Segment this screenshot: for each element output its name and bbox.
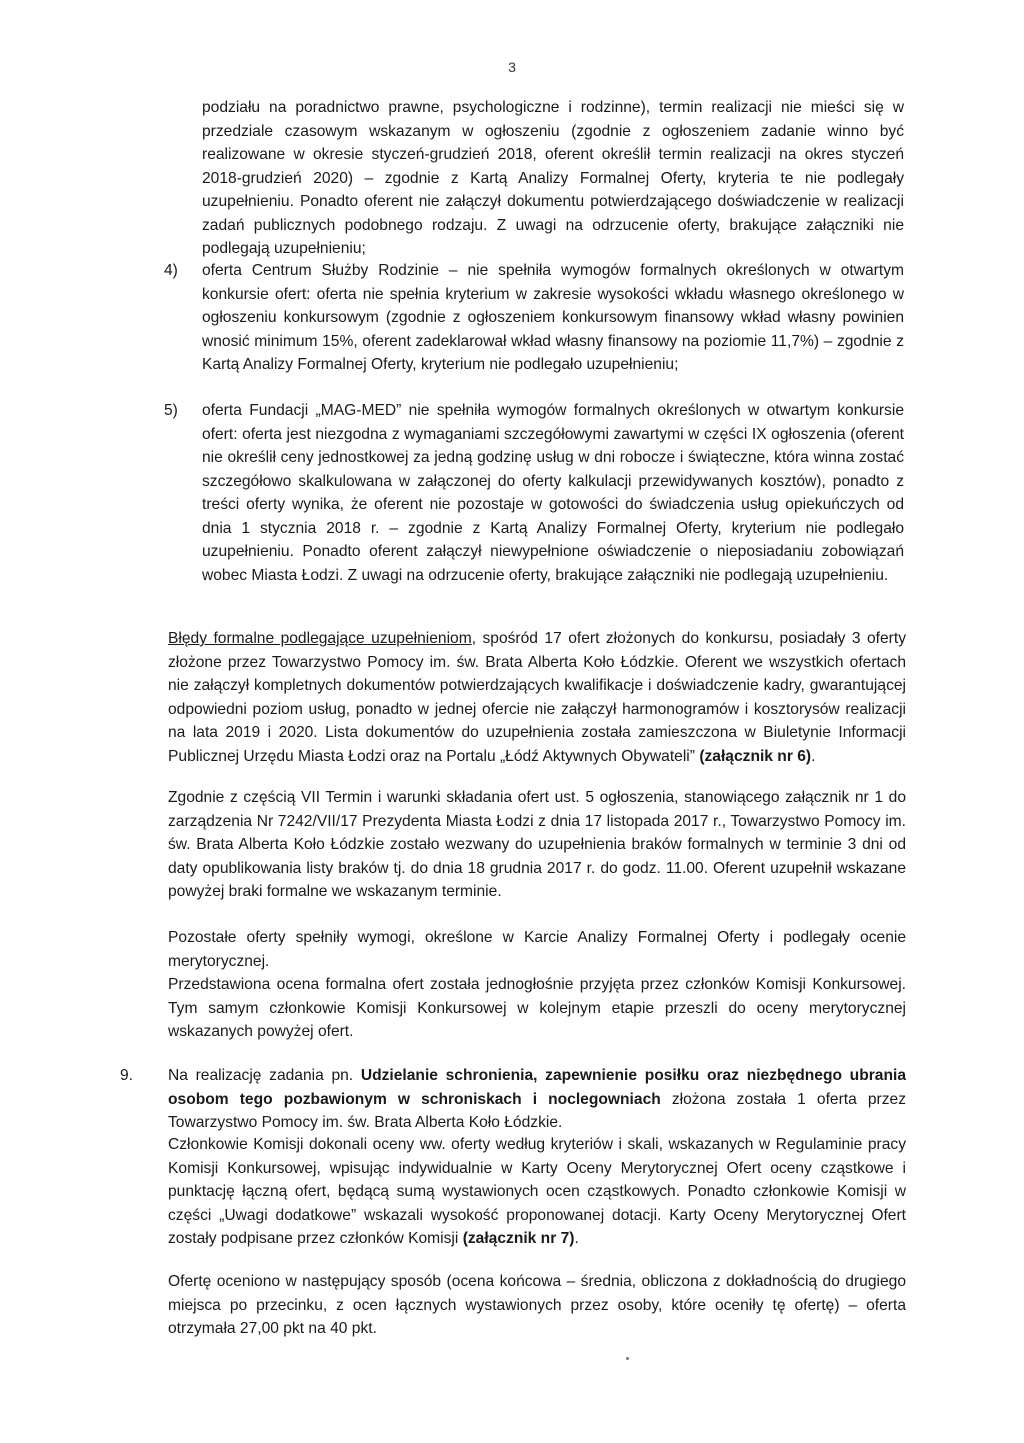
scan-speck [626, 1357, 629, 1360]
item-4 [0, 259, 1024, 377]
paragraph: Zgodnie z częścią VII Termin i warunki składania ofert ust. 5 ogłoszenia, stanowiącego załącznik nr 1 do zarządzenia Nr 7242/VII/17 Prezydenta Miasta Łodzi z dnia 17 listopada 2017 r., Towarzystwo Pomocy im. św. Brata Alberta Koło Łódzkie zostało wezwany do uzupełnienia braków formalnych w terminie 3 dni od daty opublikowania listy braków tj. do dnia 18 grudnia 2017 r. do godz. 11.00. Oferent uzupełnił wskazane powyżej braki formalne we wskazanym terminie. [168, 789, 906, 900]
list-item [164, 259, 904, 377]
section-intro: Na realizację zadania pn. Udzielanie schronienia, zapewnienie posiłku oraz niezbędnego ubrania osobom tego pozbawionym w schroniskach i noclegowniach złożona została 1 oferta przez Towarzystwo Pomocy im. św. Brata Alberta Koło Łódzkie. [168, 1067, 907, 1131]
section-9-paragraph-3 [0, 1270, 1024, 1341]
paragraph: Przedstawiona ocena formalna ofert została jednogłośnie przyjęta przez członków Komisji Konkursowej. Tym samym członkowie Komisji Konkursowej w kolejnym etapie przeszli do oceny merytorycznej wskazanych powyżej ofert. [168, 976, 906, 1040]
continuation-paragraph: podziału na poradnictwo prawne, psychologiczne i rodzinne), termin realizacji nie mieści się w przedziale czasowym wskazanym w ogłoszeniu (zgodnie z ogłoszeniem zadanie winno być realizowane w okresie styczeń-grudzień 2018, oferent określił termin realizacji na okres styczeń 2018-grudzień 2020) – zgodnie z Kartą Analizy Formalnej Oferty, kryteria te nie podlegały uzupełnieniu. Ponadto oferent nie załączył dokumentu potwierdzającego doświadczenie w realizacji zadań publicznych podobnego rodzaju. Z uwagi na odrzucenie oferty, brakujące załączniki nie podlegają uzupełnieniu; [202, 99, 904, 257]
item-5 [0, 399, 1024, 587]
task-name: Udzielanie schronienia, zapewnienie posiłku oraz niezbędnego ubrania osobom tego pozbawionym w schroniskach i noclegowniach [168, 1067, 907, 1108]
attachment-ref-6: (załącznik nr 6) [699, 747, 812, 765]
attachment-ref-7: (załącznik nr 7) [462, 1230, 575, 1247]
item-number: 4) [164, 262, 178, 279]
paragraph: Pozostałe oferty spełniły wymogi, określone w Karcie Analizy Formalnej Oferty i podlegały ocenie merytorycznej. [168, 929, 906, 970]
paragraph: Ofertę oceniono w następujący sposób (ocena końcowa – średnia, obliczona z dokładnością do drugiego miejsca po przecinku, z ocen łącznych wystawionych przez osoby, które oceniły tę ofertę) – oferta otrzymała 27,00 pkt na 40 pkt. [168, 1273, 906, 1337]
errors-block [0, 627, 1024, 768]
section-9 [0, 1064, 1024, 1135]
section-number: 9. [120, 1067, 134, 1084]
errors-text: , spośród 17 ofert złożonych do konkursu, posiadały 3 oferty złożone przez Towarzystwo Pomocy im. św. Brata Alberta Koło Łódzkie. Oferent we wszystkich ofertach nie załączył kompletnych dokumentów potwierdzających kwalifikacje i doświadczenie kadry, gwarantującej odpowiedni poziom usług, ponadto w jednej ofercie nie załączył harmonogramów i kosztorysów realizacji na lata 2019 i 2020. Lista dokumentów do uzupełnienia została zamieszczona w Biuletynie Informacji Publicznej Urzędu Miasta Łodzi oraz na Portalu „Łódź Aktywnych Obywateli” [168, 630, 906, 765]
paragraph-block [0, 926, 1024, 973]
errors-heading: Błędy formalne podlegające uzupełnieniom [168, 630, 472, 647]
item-number: 5) [164, 402, 178, 419]
page-number: 3 [508, 59, 516, 75]
item-text: oferta Centrum Służby Rodzinie – nie spełniła wymogów formalnych określonych w otwartym konkursie ofert: oferta nie spełnia kryterium w zakresie wysokości wkładu własnego określonego w ogłoszeniu konkursowym (zgodnie z ogłoszeniem konkursowym finansowy wkład własny powinien wnosić minimum 15%, oferent zadeklarował wkład własny finansowy na poziomie 11,7%) – zgodnie z Kartą Analizy Formalnej Oferty, kryterium nie podlegało uzupełnieniu; [202, 262, 904, 373]
list-item [164, 399, 904, 587]
item-text: oferta Fundacji „MAG-MED” nie spełniła wymogów formalnych określonych w otwartym konkursie ofert: oferta jest niezgodna z wymaganiami szczegółowymi zawartymi w części IX ogłoszenia (oferent nie określił ceny jednostkowej za jedną godzinę usług w dni robocze i świąteczne, która winna zostać szczegółowo skalkulowana w załączonej do oferty kalkulacji przewidywanych kosztów), ponadto z treści oferty wynika, że oferent nie pozostaje w gotowości do świadczenia usług opiekuńczych od dnia 1 stycznia 2018 r. – zgodnie z Kartą Analizy Formalnej Oferty, kryterium nie podlegało uzupełnieniu. Ponadto oferent załączył niewypełnione oświadczenie o nieposiadaniu zobowiązań wobec Miasta Łodzi. Z uwagi na odrzucenie oferty, brakujące załączniki nie podlegają uzupełnieniu. [202, 402, 904, 584]
paragraph: Członkowie Komisji dokonali oceny ww. oferty według kryteriów i skali, wskazanych w Regulaminie pracy Komisji Konkursowej, wpisując indywidualnie w Karty Oceny Merytorycznej Ofert oceny cząstkowe i punktację łączną ofert, będącą sumą wystawionych ocen cząstkowych. Ponadto członkowie Komisji w części „Uwagi dodatkowe” wskazali wysokość proponowanej dotacji. Karty Oceny Merytorycznej Ofert zostały podpisane przez członków Komisji (załącznik nr 7). [168, 1136, 906, 1247]
continuation-block [0, 96, 1024, 261]
section-item [120, 1064, 907, 1135]
errors-paragraph: Błędy formalne podlegające uzupełnieniom, spośród 17 ofert złożonych do konkursu, posiadały 3 oferty złożone przez Towarzystwo Pomocy im. św. Brata Alberta Koło Łódzkie. Oferent we wszystkich ofertach nie załączył kompletnych dokumentów potwierdzających kwalifikacje i doświadczenie kadry, gwarantującej odpowiedni poziom usług, ponadto w jednej ofercie nie załączył harmonogramów i kosztorysów realizacji na lata 2019 i 2020. Lista dokumentów do uzupełnienia została zamieszczona w Biuletynie Informacji Publicznej Urzędu Miasta Łodzi oraz na Portalu „Łódź Aktywnych Obywateli” (załącznik nr 6). [168, 630, 906, 765]
paragraph-block [0, 786, 1024, 904]
paragraph-block [0, 973, 1024, 1044]
section-9-paragraph-2 [0, 1133, 1024, 1251]
